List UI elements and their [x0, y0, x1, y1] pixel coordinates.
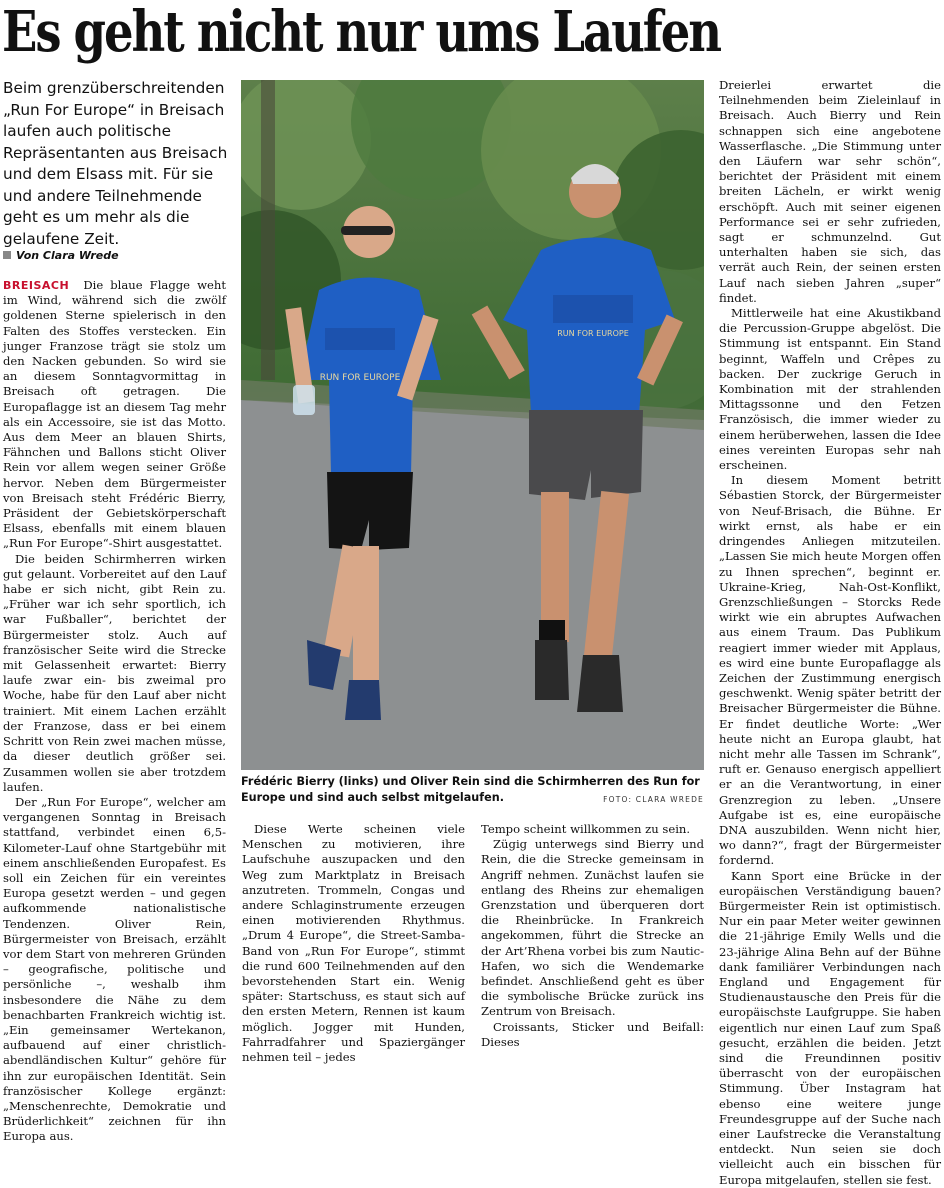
paragraph: In diesem Moment betritt Sébastien Storck, der Bürgermeister von Neuf-Brisach, die Bühne. Er wirkt ernst, als habe er ein dringendes Anliegen mitzuteilen. „Lassen Sie mich heute Morgen offen zu Ihnen sprechen“, beginnt er. Ukraine-Krieg, Nah-Ost-Konflikt, Grenzschließungen – Storcks Rede wirkt wie ein abruptes Aufwachen aus einem Traum. Das Publikum reagiert immer wieder mit Applaus, es wird eine bunte Europaflagge als Zeichen der Zustimmung energisch geschwenkt. Wenig später betritt der Breisacher Bürgermeister die Bühne. Er findet deutliche Worte: „Wer heute nicht an Europa glaubt, hat nicht mehr alle Tassen im Schrank“, ruft er. Genauso energisch appelliert er an die Verantwortung, in einer Grenzregion zu leben. „Unsere Aufgabe ist es, eine europäische DNA auszubilden. Wenn nicht hier, wo dann?“, fragt der Bürgermeister fordernd.: [719, 473, 941, 868]
article-column-4: [719, 78, 941, 1188]
water-bottle: [293, 385, 315, 415]
paragraph: Tempo scheint willkommen zu sein.: [481, 822, 691, 836]
byline-square-icon: [3, 251, 11, 259]
article-photo: [241, 80, 704, 770]
byline: [3, 249, 229, 262]
paragraph: BREISACH Die blaue Flagge weht im Wind, während sich die zwölf goldenen Sterne spielerisch in den Falten des Stoffes verstecken. Ein junger Franzose trägt sie stolz um den Nacken gebunden. So wird sie an diesem Sonntagvormittag in Breisach oft getragen. Die Europaflagge ist an diesem Tag mehr als ein Accessoire, sie ist das Motto. Aus dem Meer an blauen Shirts, Fähnchen und Ballons sticht Oliver Rein vor allem wegen seiner Größe hervor. Neben dem Bürgermeister von Breisach steht Frédéric Bierry, Präsident der Gebietskörperschaft Elsass, ebenfalls mit einem blauen „Run For Europe“-Shirt ausgestattet.: [3, 278, 226, 551]
paragraph: Die beiden Schirmherren wirken gut gelaunt. Vorbereitet auf den Lauf habe er sich nicht, gibt Rein zu. „Früher war ich sehr sportlich, ich war Fußballer“, berichtet der Bürgermeister stolz. Auch auf französischer Seite wird die Strecke mit Gelassenheit erwartet: Bierry laufe zwar ein- bis zweimal pro Woche, habe für den Lauf aber nicht trainiert. Mit einem Lachen erzählt der Franzose, dass er bei einem Schritt von Rein zwei machen müsse, da dieser deutlich größer sei. Zusammen wollen sie aber trotzdem laufen.: [3, 551, 226, 794]
article-column-3: [481, 822, 704, 1050]
shirt-text-left: RUN FOR EUROPE: [319, 373, 401, 383]
article-column-1: [3, 278, 226, 1145]
dateline: BREISACH: [3, 279, 70, 292]
photo-credit: FOTO: CLARA WREDE: [603, 795, 704, 804]
lead-paragraph: Beim grenzüberschreitenden „Run For Europe“ in Breisach laufen auch politische Repräsentanten aus Breisach und dem Elsass mit. Für sie und andere Teilnehmende geht es um mehr als die gelaufene Zeit.: [3, 79, 228, 248]
paragraph: Croissants, Sticker und Beifall: Dieses: [481, 1019, 704, 1049]
headline: Es geht nicht nur ums Laufen: [2, 0, 720, 65]
paragraph: Diese Werte scheinen viele Menschen zu motivieren, ihre Laufschuhe auszupacken und den Weg zum Marktplatz in Breisach anzutreten. Trommeln, Congas und andere Schlaginstrumente erzeugen einen motivierenden Rhythmus. „Drum 4 Europe“, die Street-Samba-Band von „Run For Europe“, stimmt die rund 600 Teilnehmenden auf den bevorstehenden Start ein. Wenig später: Startschuss, es staut sich auf den ersten Metern, Rennen ist kaum möglich. Jogger mit Hunden, Fahrradfahrer und Spaziergänger nehmen teil – jedes: [242, 822, 465, 1065]
photo-caption: Frédéric Bierry (links) und Oliver Rein sind die Schirmherren des Run for Europe und sind auch selbst mitgelaufen.: [241, 775, 700, 804]
paragraph: Der „Run For Europe“, welcher am vergangenen Sonntag in Breisach stattfand, verbindet einen 6,5-Kilometer-Lauf ohne Startgebühr mit einem anschließenden Europafest. Es soll ein Zeichen für ein vereintes Europa gesetzt werden – und gegen aufkommende nationalistische Tendenzen. Oliver Rein, Bürgermeister von Breisach, erzählt vor dem Start von mehreren Gründen – geografische, politische und persönliche –, weshalb ihm insbesondere die Nähe zu dem benachbarten Frankreich wichtig ist. „Ein gemeinsamer Wertekanon, aufbauend auf einer christlich-abendländischen Kultur“ gehöre für ihn zur europäischen Identität. Sein französischer Kollege ergänzt: „Menschenrechte, Demokratie und Brüderlichkeit“ zeichnen für ihn Europa aus.: [3, 794, 226, 1144]
article-column-2: [242, 822, 465, 1065]
shirt-text-right: RUN FOR EUROPE: [557, 329, 629, 338]
author-name: Von Clara Wrede: [16, 249, 119, 262]
runners-photo: [241, 80, 704, 770]
paragraph: Mittlerweile hat eine Akustikband die Percussion-Gruppe abgelöst. Die Stimmung ist entspannt. Ein Stand beginnt, Waffeln und Crêpes zu backen. Der zuckrige Geruch in Kombination mit der strahlenden Mittagssonne und den Fetzen Französisch, die immer wieder zu einem herüberwehen, lassen die Idee eines vereinten Europas sehr nah erscheinen.: [719, 306, 941, 473]
paragraph: Zügig unterwegs sind Bierry und Rein, die die Strecke gemeinsam in Angriff nehmen. Zunächst laufen sie entlang des Rheins zur ehemaligen Grenzstation und überqueren dort die Rheinbrücke. In Frankreich angekommen, führt die Strecke an der Art’Rhena vorbei bis zum Nautic-Hafen, wo sich die Wendemarke befindet. Anschließend geht es über die symbolische Brücke zurück ins Zentrum von Breisach.: [481, 837, 704, 1019]
paragraph: Kann Sport eine Brücke in der europäischen Verständigung bauen? Bürgermeister Rein ist optimistisch. Nur ein paar Meter weiter gewinnen die 21-jährige Emily Wells und die 23-jährige Alina Behn auf der Bühne dank familiärer Verbindungen nach England und Engagement für Studienaustausche den Preis für die europäischste Laufgruppe. Sie haben eigentlich nur einen Lauf zum Spaß gesucht, erzählen die beiden. Jetzt sind die Freundinnen positiv überrascht von der europäischen Stimmung. Über Instagram hat ebenso eine weitere junge Freundesgruppe auf der Suche nach einer Laufstrecke die Veranstaltung entdeckt. Nun seien sie doch vielleicht auch ein bisschen für Europa mitgelaufen, stellen sie fest.: [719, 868, 941, 1187]
paragraph: Dreierlei erwartet die Teilnehmenden beim Zieleinlauf in Breisach. Auch Bierry und Rein schnappen sich eine angebotene Wasserflasche. „Die Stimmung unter den Läufern war sehr schön“, berichtet der Präsident mit einem breiten Lächeln, er wirkt wenig erschöpft. Auch mit seiner eigenen Performance sei er sehr zufrieden, sagt er schmunzelnd. Gut unterhalten haben sie sich, das verrät auch Rein, der seinen ersten Lauf nach sieben Jahren „super“ findet.: [719, 78, 941, 305]
